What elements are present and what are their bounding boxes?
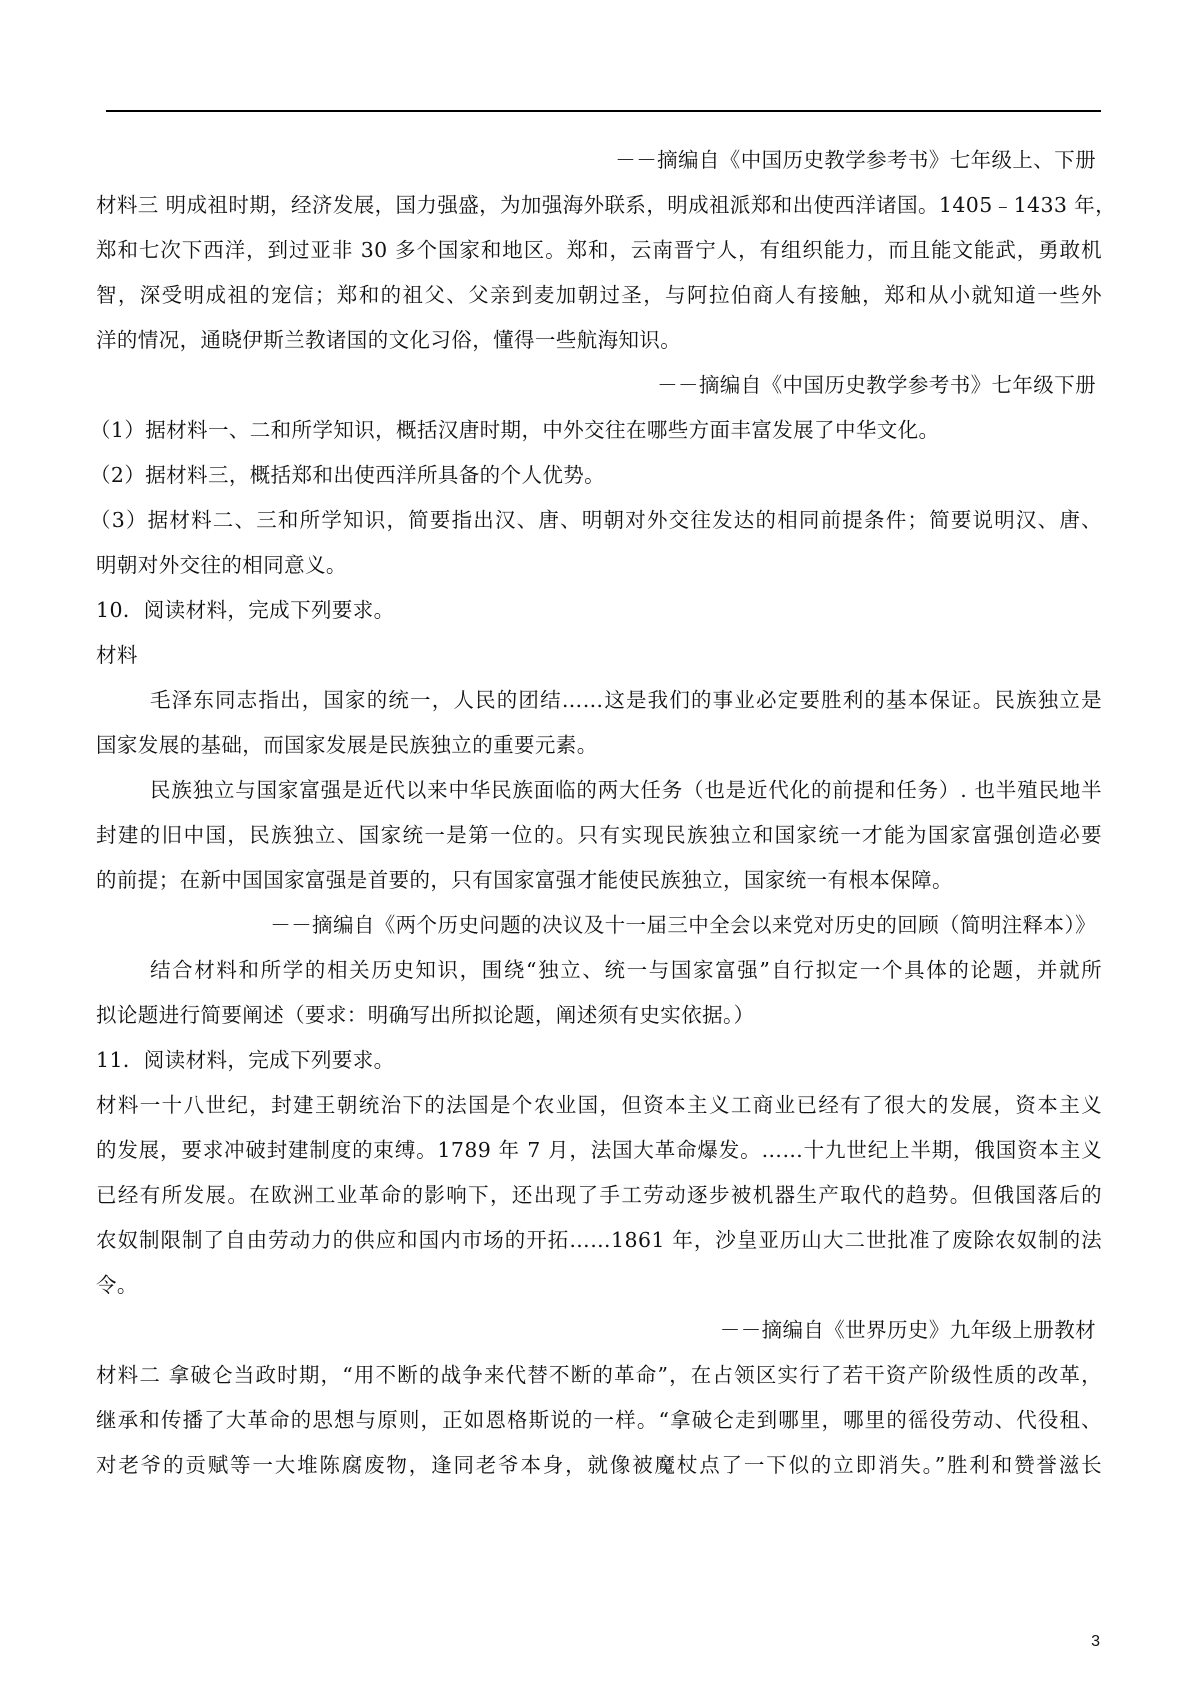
page-number: 3 [1091, 1633, 1100, 1650]
source-citation-3: －－摘编自《两个历史问题的决议及十一届三中全会以来党对历史的回顾（简明注释本）》 [270, 913, 1096, 937]
header-rule [106, 110, 1101, 112]
q10-para-2-line-3: 的前提；在新中国国家富强是首要的，只有国家富强才能使民族独立，国家统一有根本保障。 [96, 868, 953, 892]
source-citation-1: －－摘编自《中国历史教学参考书》七年级上、下册 [615, 148, 1096, 172]
q11-material-2-line-2: 继承和传播了大革命的思想与原则，正如恩格斯说的一样。“拿破仑走到哪里，哪里的徭役劳动、代役租、 [96, 1408, 1102, 1432]
q11-material-1-line-3: 已经有所发展。在欧洲工业革命的影响下，还出现了手工劳动逐步被机器生产取代的趋势。但俄国落后的 [96, 1183, 1102, 1207]
q10-para-1-line-1: 毛泽东同志指出，国家的统一，人民的团结……这是我们的事业必定要胜利的基本保证。民族独立是 [150, 688, 1102, 712]
q10-para-1-line-2: 国家发展的基础，而国家发展是民族独立的重要元素。 [96, 733, 598, 757]
source-citation-2: －－摘编自《中国历史教学参考书》七年级下册 [657, 373, 1096, 397]
material-label: 材料 [96, 643, 138, 667]
q10-para-2-line-2: 封建的旧中国，民族独立、国家统一是第一位的。只有实现民族独立和国家统一才能为国家富强创造必要 [96, 823, 1102, 847]
source-citation-4: －－摘编自《世界历史》九年级上册教材 [719, 1318, 1096, 1342]
q10-task-line-2: 拟论题进行简要阐述（要求：明确写出所拟论题，阐述须有史实依据。） [96, 1003, 755, 1027]
question-3-line-2: 明朝对外交往的相同意义。 [96, 553, 347, 577]
q11-material-1-line-4: 农奴制限制了自由劳动力的供应和国内市场的开拓……1861 年，沙皇亚历山大二世批准了废除农奴制的法 [96, 1228, 1102, 1252]
question-10-heading: 10．阅读材料，完成下列要求。 [96, 598, 395, 622]
q10-task-line-1: 结合材料和所学的相关历史知识，围绕“独立、统一与国家富强”自行拟定一个具体的论题，并就所 [150, 958, 1102, 982]
material-3-line-1: 材料三 明成祖时期，经济发展，国力强盛，为加强海外联系，明成祖派郑和出使西洋诸国。1405﹣1433 年， [96, 193, 1117, 217]
question-3-line-1: （3）据材料二、三和所学知识，简要指出汉、唐、明朝对外交往发达的相同前提条件；简要说明汉、唐、 [90, 508, 1102, 532]
q10-para-2-line-1: 民族独立与国家富强是近代以来中华民族面临的两大任务（也是近代化的前提和任务）. 也半殖民地半 [150, 778, 1102, 802]
q11-material-2-line-3: 对老爷的贡赋等一大堆陈腐废物，逢同老爷本身，就像被魔杖点了一下似的立即消失。”胜利和赞誉滋长 [96, 1453, 1102, 1477]
q11-material-1-line-1: 材料一十八世纪，封建王朝统治下的法国是个农业国，但资本主义工商业已经有了很大的发展，资本主义 [96, 1093, 1102, 1117]
material-3-line-3: 智，深受明成祖的宠信；郑和的祖父、父亲到麦加朝过圣，与阿拉伯商人有接触，郑和从小就知道一些外 [96, 283, 1102, 307]
question-2: （2）据材料三，概括郑和出使西洋所具备的个人优势。 [90, 463, 606, 487]
material-3-line-4: 洋的情况，通晓伊斯兰教诸国的文化习俗，懂得一些航海知识。 [96, 328, 682, 352]
question-11-heading: 11．阅读材料，完成下列要求。 [96, 1048, 395, 1072]
question-1: （1）据材料一、二和所学知识，概括汉唐时期，中外交往在哪些方面丰富发展了中华文化。 [90, 418, 940, 442]
q11-material-2-line-1: 材料二 拿破仑当政时期，“用不断的战争来代替不断的革命”，在占领区实行了若干资产阶级性质的改革， [96, 1363, 1102, 1387]
q11-material-1-line-5: 令。 [96, 1273, 138, 1297]
q11-material-1-line-2: 的发展，要求冲破封建制度的束缚。1789 年 7 月，法国大革命爆发。……十九世纪上半期，俄国资本主义 [96, 1138, 1102, 1162]
material-3-line-2: 郑和七次下西洋，到过亚非 30 多个国家和地区。郑和，云南晋宁人，有组织能力，而且能文能武，勇敢机 [96, 238, 1102, 262]
